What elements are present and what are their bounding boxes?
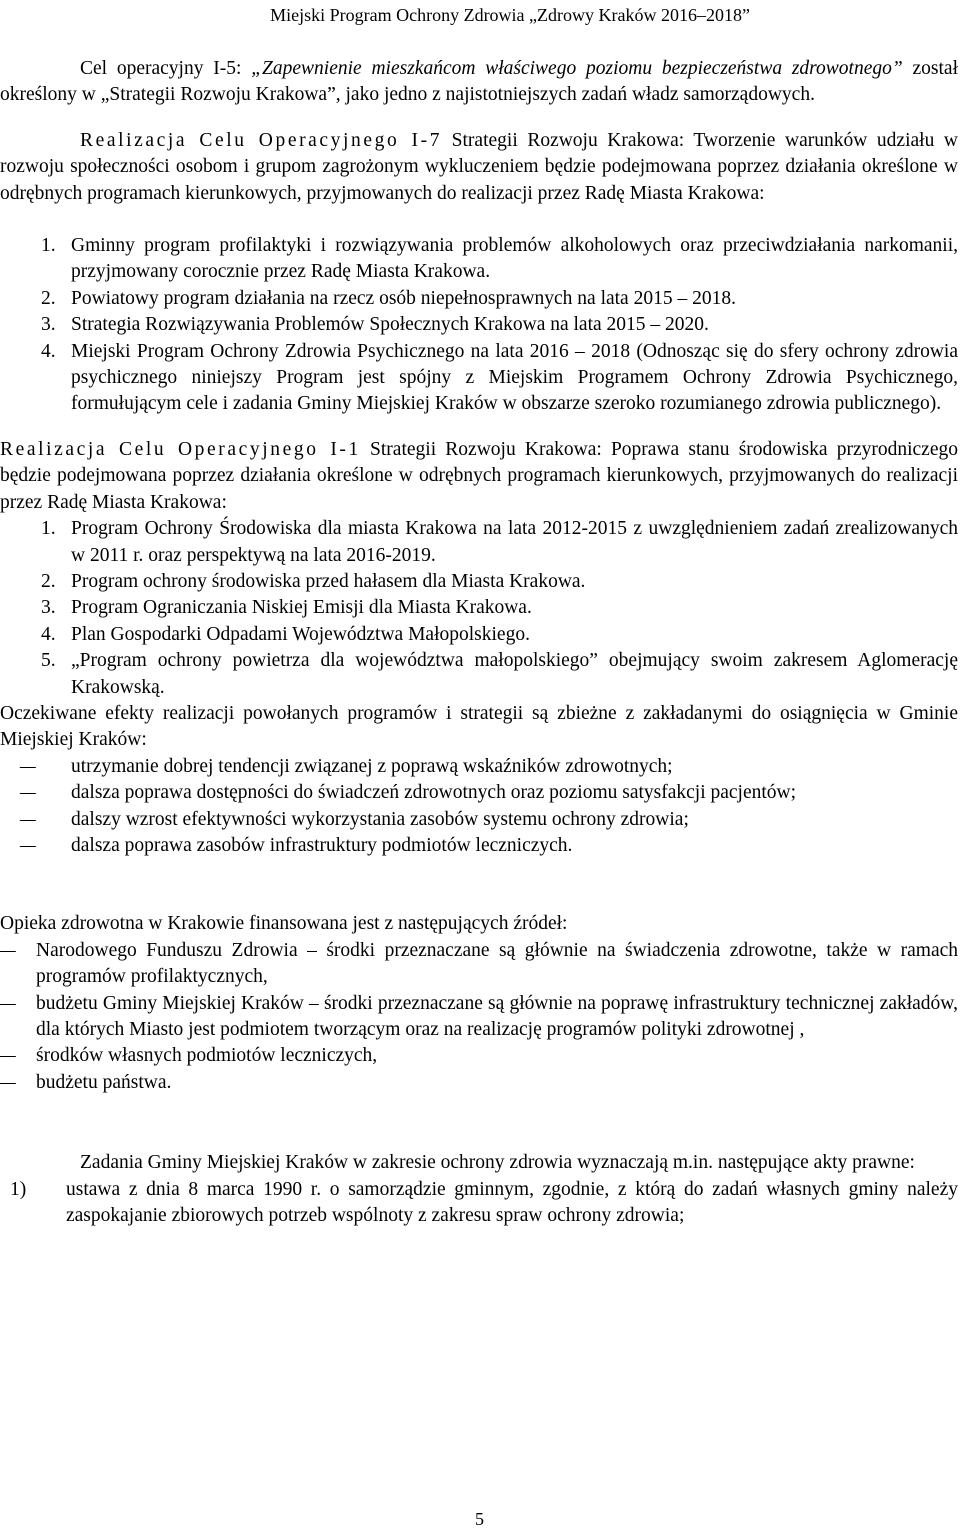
list-item-text: Narodowego Funduszu Zdrowia – środki przeznaczane są głównie na świadczenia zdrowotne, także w ramach programów profilaktycznych,	[36, 939, 958, 988]
dash-bullet-icon	[0, 938, 10, 964]
list-item	[0, 569, 958, 595]
list-item-text: Program ochrony środowiska przed hałasem dla Miasta Krakowa.	[71, 570, 586, 592]
dash-bullet-icon	[20, 780, 30, 806]
page-content	[0, 56, 958, 1229]
list-item	[0, 516, 958, 569]
list-item	[0, 1070, 958, 1096]
paragraph-goal-i5-rest: został określony w „Strategii Rozwoju Krakowa”, jako jedno z najistotniejszych zadań władz samorządowych.	[0, 58, 958, 106]
goal-i7-lead: Realizacja Celu Operacyjnego I-7	[80, 129, 443, 151]
list-item	[0, 622, 958, 648]
list-item-number: 2.	[41, 287, 56, 309]
paragraph-goal-i5	[0, 56, 958, 109]
dash-bullet-icon	[0, 1070, 10, 1096]
list-item-text: Plan Gospodarki Odpadami Województwa Małopolskiego.	[71, 623, 530, 645]
goal-i7-programs-list	[0, 233, 958, 418]
list-item-text: Powiatowy program działania na rzecz osób niepełnosprawnych na lata 2015 – 2018.	[71, 287, 736, 309]
list-item-number: 1)	[10, 1178, 27, 1200]
list-item-number: 2.	[41, 570, 56, 592]
list-item-text: Strategia Rozwiązywania Problemów Społecznych Krakowa na lata 2015 – 2020.	[71, 314, 709, 336]
list-item-number: 1.	[41, 235, 56, 257]
list-item	[0, 312, 958, 338]
list-item	[0, 833, 958, 859]
list-item-text: Program Ochrony Środowiska dla miasta Krakowa na lata 2012-2015 z uwzględnieniem zadań zrealizowanych w 2011 r. oraz perspektywą na lata 2016-2019.	[71, 518, 958, 566]
dash-bullet-icon	[0, 1043, 10, 1069]
list-item-text: Miejski Program Ochrony Zdrowia Psychicznego na lata 2016 – 2018 (Odnosząc się do sfery ochrony zdrowia psychicznego niniejszy Program jest spójny z Miejskim Programem Ochrony Zdrowia Psychicznego, formułującym cele i zadania Gminy Miejskiej Kraków w obszarze szeroko rozumianego zdrowia publicznego).	[71, 340, 958, 415]
list-item-text: budżetu państwa.	[36, 1071, 172, 1093]
goal-i1-lead: Realizacja Celu Operacyjnego I-1	[0, 438, 361, 460]
list-item-text: dalsza poprawa zasobów infrastruktury podmiotów leczniczych.	[71, 834, 573, 856]
running-header: Miejski Program Ochrony Zdrowia „Zdrowy Kraków 2016–2018”	[270, 5, 750, 25]
list-item-number: 5.	[41, 650, 56, 672]
list-item-text: środków własnych podmiotów leczniczych,	[36, 1045, 378, 1067]
dash-bullet-icon	[20, 807, 30, 833]
dash-bullet-icon	[0, 991, 10, 1017]
list-item-number: 4.	[41, 623, 56, 645]
list-item	[0, 1043, 958, 1069]
paragraph-goal-i7	[0, 128, 958, 207]
list-item	[0, 286, 958, 312]
list-item	[0, 754, 958, 780]
list-item-number: 3.	[41, 314, 56, 336]
list-item	[0, 339, 958, 418]
goal-i5-title: „Zapewnienie mieszkańcom właściwego poziomu bezpieczeństwa zdrowotnego”	[251, 58, 903, 79]
paragraph-expected-effects: Oczekiwane efekty realizacji powołanych programów i strategii są zbieżne z zakładanymi do osiągnięcia w Gminie Miejskiej Kraków:	[0, 702, 958, 751]
list-item-text: dalsza poprawa dostępności do świadczeń zdrowotnych oraz poziomu satysfakcji pacjentów;	[71, 782, 797, 804]
funding-sources-list	[0, 938, 958, 1096]
goal-i1-programs-list	[0, 516, 958, 701]
list-item	[0, 233, 958, 286]
paragraph-funding: Opieka zdrowotna w Krakowie finansowana jest z następujących źródeł:	[0, 913, 568, 935]
list-item	[0, 991, 958, 1044]
list-item-number: 1.	[41, 518, 56, 540]
list-item	[0, 1177, 958, 1230]
list-item-text: ustawa z dnia 8 marca 1990 r. o samorządzie gminnym, zgodnie, z którą do zadań własnych gminy należy zaspokajanie zbiorowych potrzeb wspólnoty z zakresu spraw ochrony zdrowia;	[66, 1178, 958, 1227]
list-item-text: utrzymanie dobrej tendencji związanej z poprawą wskaźników zdrowotnych;	[71, 755, 673, 777]
list-item-text: Program Ograniczania Niskiej Emisji dla Miasta Krakowa.	[71, 597, 532, 619]
list-item-text: „Program ochrony powietrza dla województwa małopolskiego” obejmujący swoim zakresem Aglomerację Krakowską.	[71, 650, 958, 698]
expected-effects-list	[0, 754, 958, 860]
list-item-number: 3.	[41, 597, 56, 619]
list-item	[0, 938, 958, 991]
paragraph-goal-i5-lead: Cel operacyjny I-5:	[80, 58, 252, 79]
list-item	[0, 807, 958, 833]
list-item-text: budżetu Gminy Miejskiej Kraków – środki przeznaczane są głównie na poprawę infrastruktury technicznej zakładów, dla których Miasto jest podmiotem tworzącym oraz na realizację programów polityki zdrowotnej ,	[36, 992, 958, 1040]
list-item	[0, 648, 958, 701]
page-number: 5	[475, 1509, 484, 1529]
list-item	[0, 780, 958, 806]
dash-bullet-icon	[20, 754, 30, 780]
paragraph-legal-acts: Zadania Gminy Miejskiej Kraków w zakresie ochrony zdrowia wyznaczają m.in. następujące akty prawne:	[80, 1152, 915, 1174]
list-item-text: dalszy wzrost efektywności wykorzystania zasobów systemu ochrony zdrowia;	[71, 808, 689, 830]
goal-i7-text: Strategii Rozwoju Krakowa: Tworzenie warunków udziału w rozwoju społeczności osobom i grupom zagrożonym wykluczeniem będzie podejmowana poprzez działania określone w odrębnych programach kierunkowych, przyjmowanych do realizacji przez Radę Miasta Krakowa:	[0, 129, 958, 204]
dash-bullet-icon	[20, 833, 30, 859]
list-item-text: Gminny program profilaktyki i rozwiązywania problemów alkoholowych oraz przeciwdziałania narkomanii, przyjmowany corocznie przez Radę Miasta Krakowa.	[71, 235, 958, 283]
goal-i1-text: Strategii Rozwoju Krakowa: Poprawa stanu środowiska przyrodniczego będzie podejmowana poprzez działania określone w odrębnych programach kierunkowych, przyjmowanych do realizacji przez Radę Miasta Krakowa:	[0, 438, 958, 513]
list-item-number: 4.	[41, 340, 56, 362]
list-item	[0, 595, 958, 621]
paragraph-goal-i1	[0, 437, 958, 516]
legal-acts-list	[0, 1177, 958, 1230]
